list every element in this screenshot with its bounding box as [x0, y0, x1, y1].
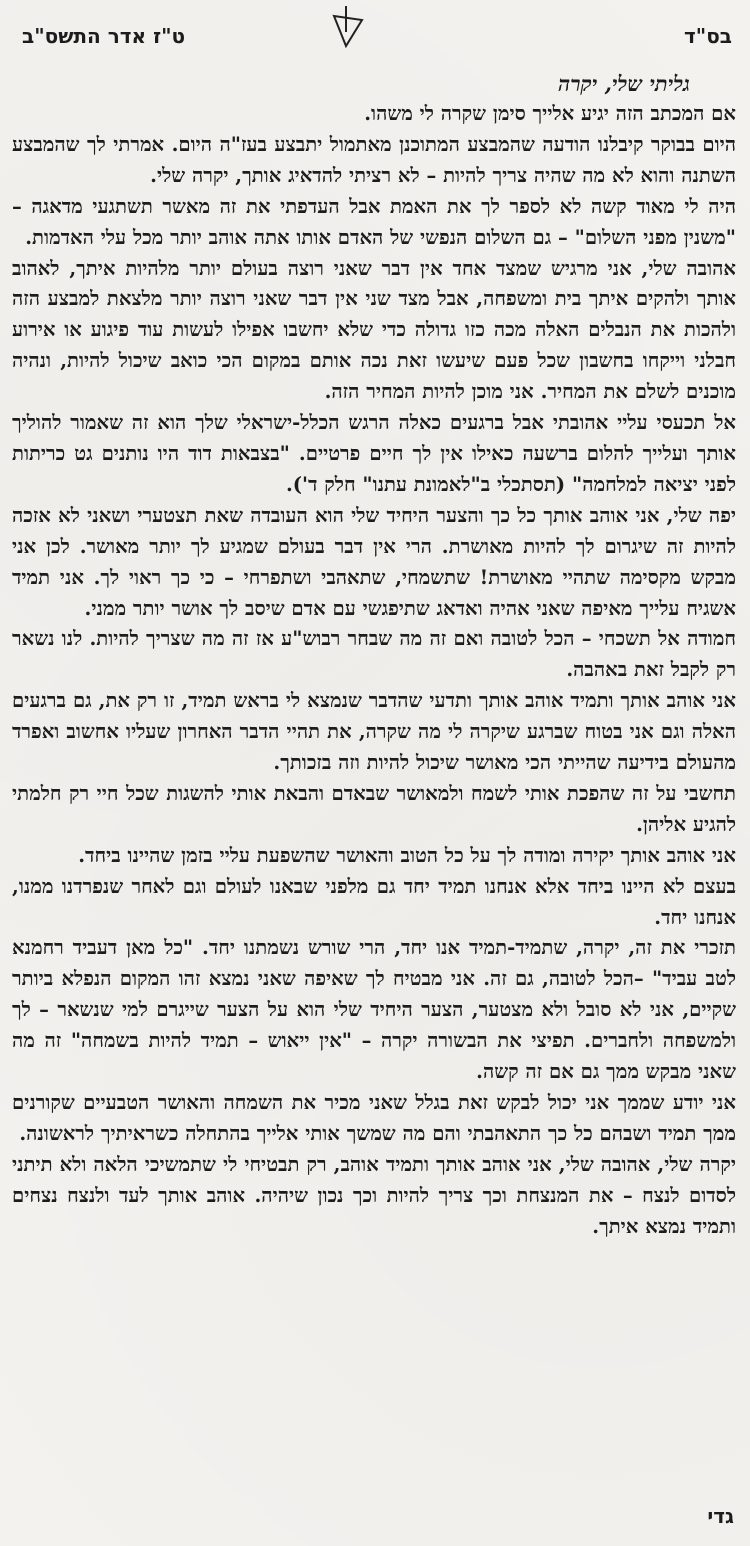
letter-signature: גדי — [707, 1504, 734, 1528]
letter-body — [12, 68, 736, 1243]
letter-date: ט"ז אדר התשס"ב — [22, 24, 186, 48]
letter-paragraph-1: אם המכתב הזה יגיע אלייך סימן שקרה לי משהו. — [364, 102, 736, 125]
letter-paragraph-4: אהובה שלי, אני מרגיש שמצד אחד אין דבר שאני רוצה בעולם יותר מלהיות איתך, לאהוב אותך ולהקים איתך בית ומשפחה, אבל מצד שני אין דבר שאני רוצה יותר מלצאת למבצע הזה ולהכות את הנבלים האלה מכה כזו גדולה כדי שלא יחשבו אפילו לעשות עוד פיגוע או אירוע חבלני וייקחו בחשבון שכל פעם שיעשו זאת נכה אותם במקום הכי כואב שיכול להיות, ונהיה מוכנים לשלם את המחיר. אני מוכן להיות המחיר הזה. — [12, 256, 736, 404]
hand-drawn-logo-icon — [322, 6, 370, 50]
letter-paragraph-10: אני אוהב אותך יקירה ומודה לך על כל הטוב והאושר שהשפעת עליי בזמן שהיינו ביחד. — [78, 843, 736, 867]
letter-paragraph-3: היה לי מאוד קשה לא לספר לך את האמת אבל העדפתי את זה מאשר תשתגעי מדאגה – "משנין מפני השלום" – גם השלום הנפשי של האדם אותו אתה אוהב יותר מכל עלי האדמות. — [12, 194, 736, 249]
letter-paragraph-12: תזכרי את זה, יקרה, שתמיד-תמיד אנו יחד, הרי שורש נשמתנו יחד. "כל מאן דעביד רחמנא לטב עביד" –הכל לטובה, גם זה. אני מבטיח לך שאיפה שאני נמצא זהו המקום הנפלא ביותר שקיים, אני לא סובל ולא מצטער, הצער היחיד שלי הוא על הצער שייגרם למי שנשאר – לך ולמשפחה ולחברים. תפיצי את הבשורה יקרה – "אין ייאוש – תמיד להיות בשמחה" זה מה שאני מבקש ממך גם אם זה קשה. — [12, 936, 736, 1084]
letter-paragraph-7: חמודה אל תשכחי – הכל לטובה ואם זה מה שבחר רבוש"ע אז זה מה שצריך להיות. לנו נשאר רק לקבל זאת באהבה. — [12, 627, 736, 682]
letter-paragraph-5: אל תכעסי עליי אהובתי אבל ברגעים כאלה הרגש הכלל-ישראלי שלך הוא זה שאמור להוליך אותך ועלייך להלום ברשעה כאילו אין לך חיים פרטיים. "בצבאות דוד היו נותנים גט כריתות לפני יציאה למלחמה" (תסתכלי ב"לאמונת עתנו" חלק ד'). — [12, 411, 736, 496]
bsd-mark: בס"ד — [684, 24, 732, 48]
letter-paragraph-9: תחשבי על זה שהפכת אותי לשמח ולמאושר שבאדם והבאת אותי להשגות שכל חיי רק חלמתי להגיע אליהן. — [12, 781, 736, 836]
letter-header — [22, 6, 732, 52]
letter-paragraph-14: יקרה שלי, אהובה שלי, אני אוהב אותך ותמיד אוהב, רק תבטיחי לי שתמשיכי הלאה ולא תיתני לסדום לנצח – את המנצחת וכך צריך להיות וכך נכון שיהיה. אוהב אותך לעד ולנצח נצחים ותמיד נמצא איתך. — [12, 1152, 736, 1238]
letter-paragraph-13: אני יודע שממך אני יכול לבקש זאת בגלל שאני מכיר את השמחה והאושר הטבעיים שקורנים ממך תמיד ושבהם כל כך התאהבתי והם מה שמשך אותי אלייך בהתחלה כשראיתיך לראשונה. — [12, 1091, 736, 1145]
letter-paragraph-6: יפה שלי, אני אוהב אותך כל כך והצער היחיד שלי הוא העובדה שאת תצטערי ושאני לא אזכה להיות זה שיגרום לך להיות מאושרת. הרי אין דבר בעולם שמגיע לך יותר מאושר. לכן אני מבקש מקסימה שתהיי מאושרת! שתשמחי, שתאהבי ושתפרחי – כי כך ראוי לך. אני תמיד אשגיח עלייך מאיפה שאני אהיה ואדאג שתיפגשי עם אדם שיסב לך אושר יותר ממני. — [12, 503, 736, 620]
hand-drawn-logo-icon-svg — [322, 6, 370, 50]
letter-paragraph-8: אני אוהב אותך ותמיד אוהב אותך ותדעי שהדבר שנמצא לי בראש תמיד, זו רק את, גם ברגעים האלה וגם אני בטוח שברגע שיקרה לי מה שקרה, את תהיי הדבר האחרון שעליו אחשוב ואפרד מהעולם בידיעה שהייתי הכי מאושר שיכול להיות וזה בזכותך. — [12, 689, 736, 775]
letter-greeting: גליתי שלי, יקרה — [558, 71, 690, 96]
letter-paragraph-11: בעצם לא היינו ביחד אלא אנחנו תמיד יחד גם מלפני שבאנו לעולם וגם לאחר שנפרדנו ממנו, אנחנו יחד. — [12, 874, 736, 929]
letter-paragraph-2: היום בבוקר קיבלנו הודעה שהמבצע המתוכנן מאתמול יתבצע בעז"ה היום. אמרתי לך שהמבצע השתנה והוא לא מה שהיה צריך להיות – לא רציתי להדאיג אותך, יקרה שלי. — [12, 132, 736, 187]
